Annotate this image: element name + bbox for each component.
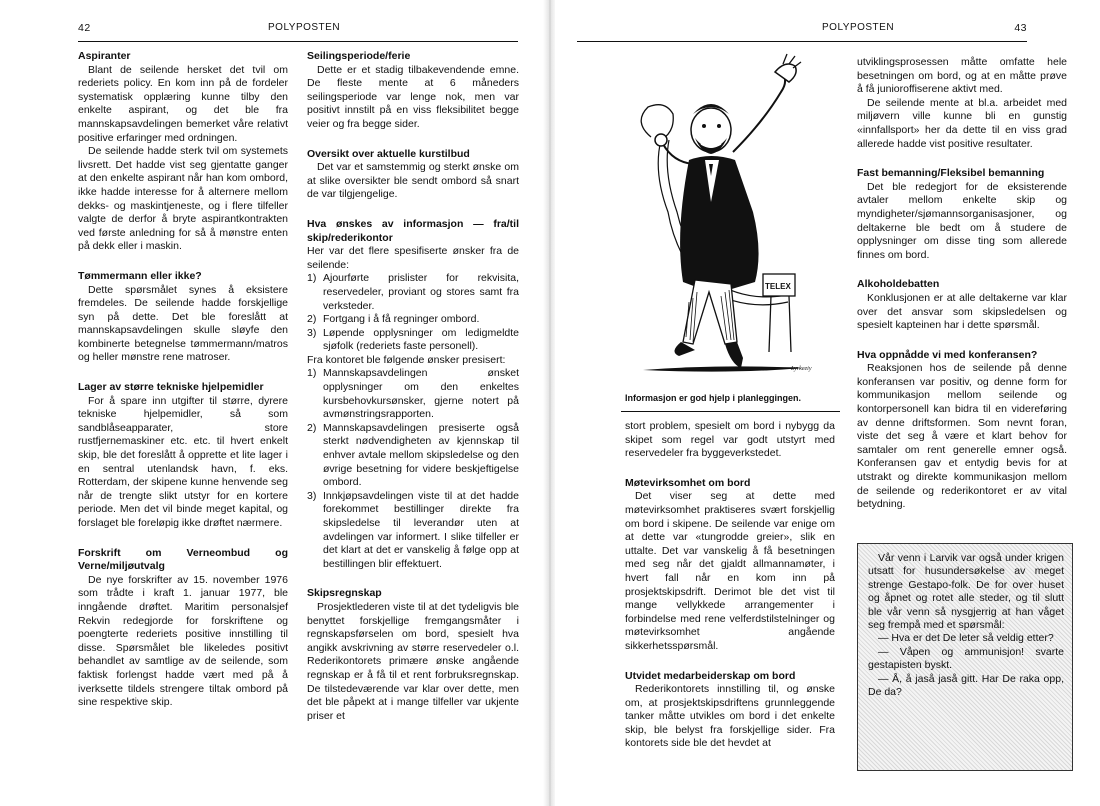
- cartoon-caption: Informasjon er god hjelp i planleggingen.: [625, 393, 802, 403]
- section-aspiranter: [78, 50, 288, 254]
- section-heading: Alkoholdebatten: [857, 278, 940, 291]
- paragraph: De nye forskrifter av 15. november 1976 som trådte i kraft 1. januar 1977, ble inngående drøftet. Maritim personalsjef Rekvin redegjorde for forskriftene og poengterte rederiets positive innstilling til disse. Spørsmålet ble likeledes positivt behandlet av samtlige av de seilende, som faktisk forlengst hadde vært med på å iverksette tildels strengere tiltak ombord på sine respektive skip.: [78, 573, 288, 709]
- running-title: POLYPOSTEN: [822, 22, 895, 33]
- paragraph: utviklingsprosessen måtte omfatte hele besetningen om bord, og at en måtte prøve å få junioroffiserene aktivt med.: [857, 56, 1067, 96]
- section-heading: Fast bemanning/Fleksibel bemanning: [857, 167, 1045, 180]
- header-rule: [577, 41, 1027, 42]
- right-page: [555, 0, 1100, 806]
- running-head: [577, 22, 1027, 38]
- section-bemanning: [857, 167, 1067, 262]
- paragraph: stort problem, spesielt om bord i nybygg da skipet som regel var godt utstyrt med reservedeler fra byggeverkstedet.: [625, 420, 835, 460]
- section-skipsregnskap: [307, 587, 519, 723]
- running-head: [78, 22, 518, 38]
- running-title: POLYPOSTEN: [268, 22, 341, 33]
- section-heading: Seilingsperiode/ferie: [307, 50, 411, 62]
- paragraph: Reaksjonen hos de seilende på denne konferansen var positiv, og denne form for kommunikasjon mellom seilende og kontorpersonell kan bidra til en videreføring av denne driftsformen. Som nevnt foran, viste det seg å være et klart behov for samtaler om rent generelle emner også. Konferansen gav et entydig bevis for at utstrakt og direkte kommunikasjon mellom de seilende og rederikontoret er av vital betydning.: [857, 362, 1067, 511]
- section-heading: Aspiranter: [78, 50, 131, 62]
- section-tommermann: [78, 270, 288, 365]
- paragraph: — Hva er det De leter så veldig etter?: [878, 632, 1054, 645]
- section-heading: Tømmermann eller ikke?: [78, 269, 202, 282]
- artist-signature: Lyrkeeiy: [791, 366, 812, 372]
- section-heading: Møtevirksomhet om bord: [625, 476, 751, 489]
- caption-rule: [621, 411, 840, 412]
- section-medarbeiderskap: [625, 670, 835, 752]
- header-rule: [78, 41, 518, 42]
- section-konferansen: [857, 349, 1067, 512]
- list-item: 1) Mannskapsavdelingen ønsket opplysninger om den enkeltes kursbehovkursønsker, gjerne notert på avmønstringsrapporten.: [307, 367, 519, 421]
- paragraph: Blant de seilende hersket det tvil om rederiets policy. En kom inn på de fordeler systematisk opplæring kunne tilby den enkelte aspirant, og det ble fra mannskapsavdelingen bemerket våre relativt positive erfaringer med ordningen.: [78, 63, 288, 144]
- section-heading: Hva ønskes av informasjon — fra/til skip/rederikontor: [307, 217, 519, 244]
- paragraph: — Våpen og ammunisjon! svarte gestapisten byskt.: [868, 645, 1064, 672]
- section-heading: Skipsregnskap: [307, 587, 382, 600]
- paragraph: Konklusjonen er at alle deltakerne var klar over det ansvar som skipsledelsen og spesielt kapteinen har i dette spørsmål.: [857, 291, 1067, 332]
- section-heading: Hva oppnådde vi med konferansen?: [857, 348, 1038, 361]
- left-page: [0, 0, 545, 806]
- right-column-2: [857, 56, 1067, 512]
- paragraph: Prosjektlederen viste til at det tydeligvis ble benyttet forskjellige fremgangsmåter i regnskapsførselen om bord, spesielt hva angikk avskrivning av større reservedeler o.l. Rederikontorets primære ønske angående regnskap er å få til et rent forbruksregnskap. De tilstedeværende var klar over dette, men det ble påpekt at i mange tilfeller var ukjente priser et: [307, 600, 519, 722]
- section-heading: Lager av større tekniske hjelpemidler: [78, 381, 264, 394]
- section-heading: Oversikt over aktuelle kurstilbud: [307, 147, 470, 160]
- list-item: 2) Mannskapsavdelingen presiserte også sterkt nødvendigheten av kjennskap til enhver avtale mellom skipsledelse og den øvrige besetning for videre beskjeftigelse ombord.: [307, 421, 519, 489]
- list-item: 2) Fortgang i å få regninger ombord.: [307, 313, 480, 326]
- paragraph: Fra kontoret ble følgende ønsker presisert:: [307, 353, 506, 366]
- paragraph: Det var et samstemmig og sterkt ønske om at slike oversikter ble sendt ombord så snart de var tilgjengelige.: [307, 161, 519, 201]
- paragraph: Rederikontorets innstilling til, og ønske om, at prosjektskipsdriftens grunnleggende tanker måtte utvikles om bord i det enkelte skip, ble belyst fra forskjellige sider. Fra kontorets side ble det hevdet at: [625, 683, 835, 750]
- list-item: 1) Ajourførte prislister for rekvisita, reservedeler, proviant og stores samt fra verksteder.: [307, 272, 519, 312]
- left-column-2: [307, 50, 519, 723]
- cartoon-illustration: [613, 52, 838, 397]
- section-heading: Forskrift om Verneombud og Verne/miljøutvalg: [78, 546, 288, 573]
- anecdote-box: [857, 543, 1073, 771]
- paragraph: Dette er et stadig tilbakevendende emne. De fleste mente at 6 måneders seilingsperiode var lenge nok, men var positivt innstilt på en viss fleksibilitet begge veier og fra begge sider.: [307, 63, 519, 130]
- right-column-1: [625, 420, 835, 751]
- paragraph: For å spare inn utgifter til større, dyrere tekniske hjelpemidler, så som sandblåseapparater, store rustfjernemaskiner etc. etc. til hvert enkelt skip, ble det foreslått å opprette et lite lager i en sentral utenlandsk havn, f. eks. Rotterdam, der skipene kunne henvende seg når de trengte slikt utstyr for en kortere periode. Men det vil binde meget kapital, og forslaget ble foreløpig ikke drøftet nærmere.: [78, 394, 288, 529]
- section-heading: Utvidet medarbeiderskap om bord: [625, 669, 796, 682]
- section-seilingsperiode: [307, 50, 519, 132]
- paragraph: De seilende mente at bl.a. arbeidet med miljøvern ville kunne bli en gunstig «innfallsport» her da dette til en viss grad allerede hadde vist positive resultater.: [857, 96, 1067, 150]
- paragraph: Vår venn i Larvik var også under krigen utsatt for husundersøkelse av meget strenge Gestapo-folk. De for over huset og åpnet og rotet alle steder, og til slutt ble vår venn så nysgjerrig at han våget seg frempå med et spørsmål:: [868, 552, 1064, 632]
- list-item: 3) Innkjøpsavdelingen viste til at det hadde forekommet bestillinger direkte fra skipsledelse til leverandør uten at avdelingen var informert. I slike tilfeller er det klart at det er vanskelig å følge opp at bestillingen blir effektuert.: [307, 489, 519, 570]
- wish-list-seilende: [307, 272, 519, 354]
- page-number: 42: [78, 22, 91, 34]
- paragraph: Det viser seg at dette med møtevirksomhet praktiseres svært forskjellig om bord i skipene. De seilende var enige om at dette var «tungrodde greier», slik en uttalte. Det var vanskelig å få besetningen med seg når det gjaldt allmannamøter, i hvert fall når en kom inn på prosjektskipsdrift. Derimot ble det vist til mange vellykkede arrangementer i forbindelse med rene velferdstilstelninger og møtevirksomhet angående sikkerhetsspørsmål.: [625, 490, 835, 652]
- list-item: 3) Løpende opplysninger om ledigmeldte sjøfolk (rederiets faste personell).: [307, 326, 519, 353]
- paragraph: Her var det flere spesifiserte ønsker fra de seilende:: [307, 245, 519, 271]
- section-kurstilbud: [307, 148, 519, 202]
- section-forskrift: [78, 547, 288, 710]
- section-motevirksomhet: [625, 477, 835, 654]
- paragraph: De seilende hadde sterk tvil om systemets livsrett. Det hadde vist seg gjentatte ganger at den enkelte aspirant når han kom ombord, ikke hadde interesse for å alternere mellom dekks- og maskintjeneste, og i flere tilfeller valgte de derfor å bryte aspirantkontrakten ved første anledning for så å mønstre enten på dekk eller i maskin.: [78, 145, 288, 253]
- section-alkohol: [857, 278, 1067, 332]
- section-informasjon: [307, 218, 519, 571]
- left-column-1: [78, 50, 288, 710]
- telex-sign: TELEX: [765, 282, 791, 291]
- paragraph: Dette spørsmålet synes å eksistere fremdeles. De seilende hadde forskjellige syn på dette. Det ble foreslått at mannskapsavdelingen skulle sløyfe den kombinerte betegnelse tømmermann/matros og heller mønstre rene matroser.: [78, 283, 288, 364]
- page-number: 43: [1014, 22, 1027, 34]
- section-lager: [78, 381, 288, 531]
- wish-list-kontoret: [307, 367, 519, 571]
- paragraph: — Å, å jaså jaså gitt. Har De raka opp, De da?: [868, 672, 1064, 699]
- paragraph: Det ble redegjort for de eksisterende avtaler mellom enkelte skip og myndigheter/sjømannsorganisasjoner, og deltakerne ble bedt om å studere de opplysninger om disse ting som allerede finnes om bord.: [857, 180, 1067, 261]
